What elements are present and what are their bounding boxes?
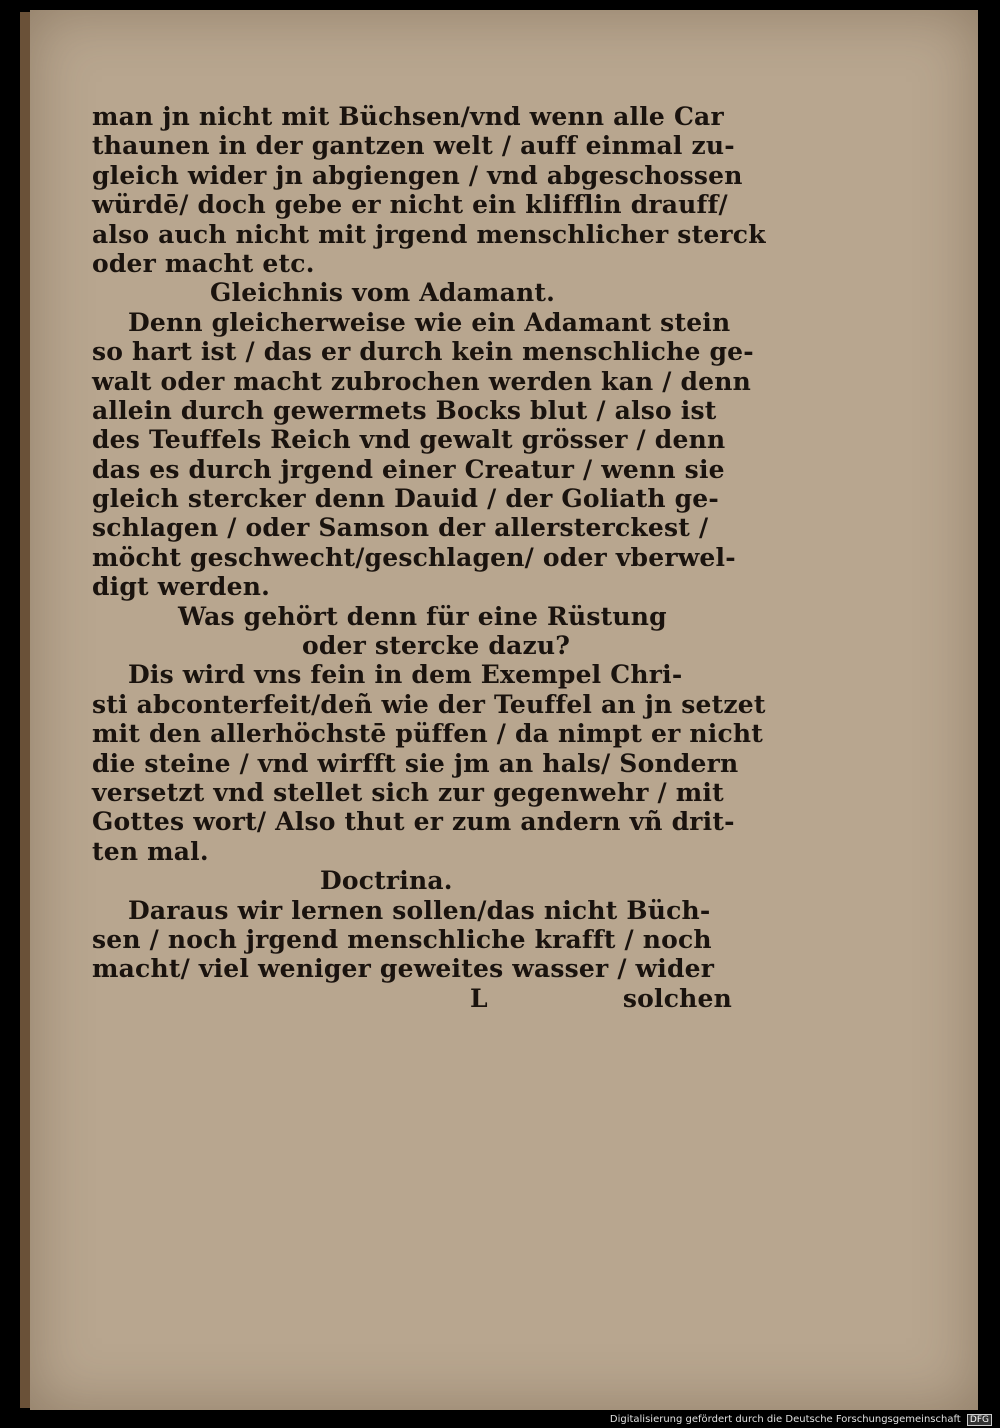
section-heading: Doctrina. — [320, 866, 453, 896]
text-line: oder macht etc. — [92, 248, 315, 278]
text-line: würdē/ doch gebe er nicht ein klifflin drauff/ — [92, 190, 728, 220]
text-line: möcht geschwecht/geschlagen/ oder vberwel- — [92, 542, 736, 572]
section-heading: Was gehört denn für eine Rüstung — [178, 601, 667, 631]
section-heading-continued: oder stercke dazu? — [302, 631, 571, 661]
signature-catchword-row — [92, 984, 732, 1013]
text-line: also auch nicht mit jrgend menschlicher sterck — [92, 219, 766, 249]
text-line: gleich wider jn abgiengen / vnd abgeschossen — [92, 160, 743, 190]
text-line: Gottes wort/ Also thut er zum andern vñ drit- — [92, 807, 735, 837]
text-line: versetzt vnd stellet sich zur gegenwehr / mit — [92, 777, 724, 807]
catchword: solchen — [622, 983, 732, 1013]
page-text — [92, 102, 766, 1013]
text-line: mit den allerhöchstē püffen / da nimpt er nicht — [92, 719, 764, 749]
section-heading: Gleichnis vom Adamant. — [210, 278, 556, 308]
text-line: thaunen in der gantzen welt / auff einmal zu- — [92, 131, 735, 161]
text-line: die steine / vnd wirfft sie jm an hals/ Sondern — [92, 748, 739, 778]
text-line: Dis wird vns fein in dem Exempel Chri- — [128, 660, 683, 690]
signature-mark: L — [470, 983, 488, 1013]
text-line: ten mal. — [92, 836, 209, 866]
text-line: man jn nicht mit Büchsen/vnd wenn alle Car — [92, 102, 724, 131]
text-line: allein durch gewermets Bocks blut / also ist — [92, 395, 717, 425]
text-line: schlagen / oder Samson der allersterckest / — [92, 513, 709, 543]
text-line: des Teuffels Reich vnd gewalt grösser / denn — [92, 425, 726, 455]
text-line: gleich stercker denn Dauid / der Goliath ge- — [92, 484, 719, 514]
digitization-credit — [610, 1414, 992, 1426]
dfg-logo: DFG — [967, 1414, 992, 1426]
text-line: sti abconterfeit/deñ wie der Teuffel an jn setzet — [92, 689, 766, 719]
text-line: sen / noch jrgend menschliche krafft / noch — [92, 924, 712, 954]
text-line: Denn gleicherweise wie ein Adamant stein — [128, 307, 731, 337]
text-line: digt werden. — [92, 572, 270, 602]
text-line: Daraus wir lernen sollen/das nicht Büch- — [128, 895, 711, 925]
text-line: so hart ist / das er durch kein menschliche ge- — [92, 337, 754, 367]
text-line: walt oder macht zubrochen werden kan / denn — [92, 366, 752, 396]
credit-text: Digitalisierung gefördert durch die Deutsche Forschungsgemeinschaft — [609, 1414, 961, 1425]
text-line: macht/ viel weniger geweites wasser / wider — [92, 954, 715, 984]
text-line: das es durch jrgend einer Creatur / wenn sie — [92, 454, 725, 484]
